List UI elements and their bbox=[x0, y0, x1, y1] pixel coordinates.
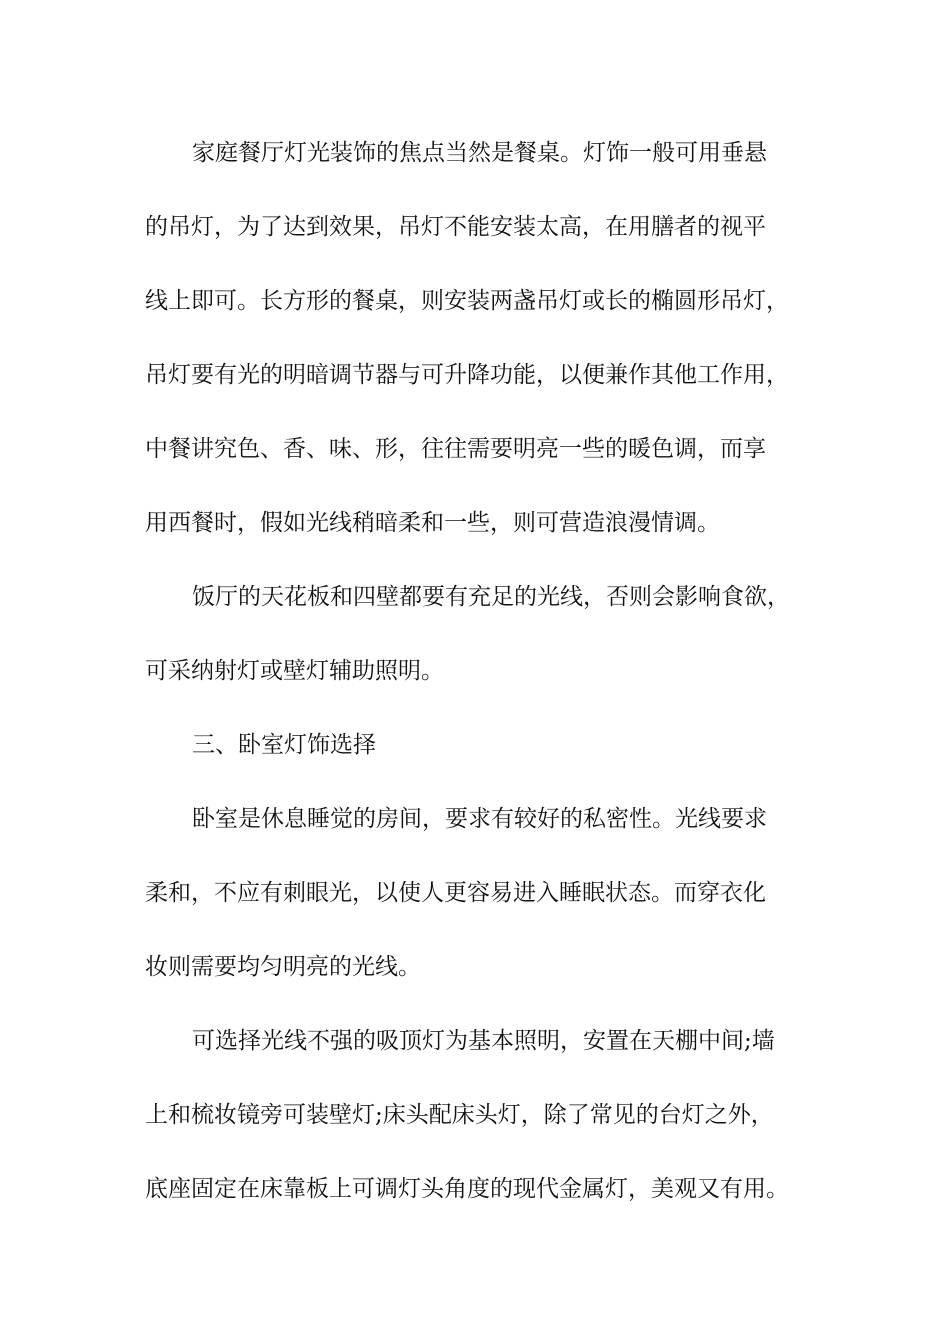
paragraph-bedroom-fixtures-line-3: 底座固定在床靠板上可调灯头角度的现代金属灯，美观又有用。 bbox=[145, 1176, 789, 1202]
paragraph-bedroom-line-3: 妆则需要均匀明亮的光线。 bbox=[145, 954, 421, 980]
paragraph-dining-lighting-line-4: 吊灯要有光的明暗调节器与可升降功能，以便兼作其他工作用， bbox=[145, 362, 789, 388]
section-heading-bedroom-lighting: 三、卧室灯饰选择 bbox=[192, 732, 376, 758]
paragraph-dining-lighting-line-5: 中餐讲究色、香、味、形，往往需要明亮一些的暖色调，而享 bbox=[145, 436, 766, 462]
paragraph-bedroom-fixtures-line-1: 可选择光线不强的吸顶灯为基本照明，安置在天棚中间;墙 bbox=[192, 1028, 775, 1054]
paragraph-ceiling-walls-line-2: 可采纳射灯或壁灯辅助照明。 bbox=[145, 658, 444, 684]
paragraph-dining-lighting-line-2: 的吊灯，为了达到效果，吊灯不能安装太高，在用膳者的视平 bbox=[145, 214, 766, 240]
paragraph-bedroom-line-1: 卧室是休息睡觉的房间，要求有较好的私密性。光线要求 bbox=[192, 806, 767, 832]
paragraph-bedroom-fixtures-line-2: 上和梳妆镜旁可装壁灯;床头配床头灯，除了常见的台灯之外， bbox=[145, 1102, 774, 1128]
paragraph-ceiling-walls-line-1: 饭厅的天花板和四壁都要有充足的光线，否则会影响食欲， bbox=[192, 584, 790, 610]
paragraph-bedroom-line-2: 柔和，不应有刺眼光，以使人更容易进入睡眠状态。而穿衣化 bbox=[145, 880, 766, 906]
paragraph-dining-lighting-line-3: 线上即可。长方形的餐桌，则安装两盏吊灯或长的椭圆形吊灯， bbox=[145, 288, 789, 314]
document-body bbox=[145, 128, 825, 1238]
paragraph-dining-lighting-line-6: 用西餐时，假如光线稍暗柔和一些，则可营造浪漫情调。 bbox=[145, 510, 720, 536]
paragraph-dining-lighting-line-1: 家庭餐厅灯光装饰的焦点当然是餐桌。灯饰一般可用垂悬 bbox=[192, 140, 767, 166]
